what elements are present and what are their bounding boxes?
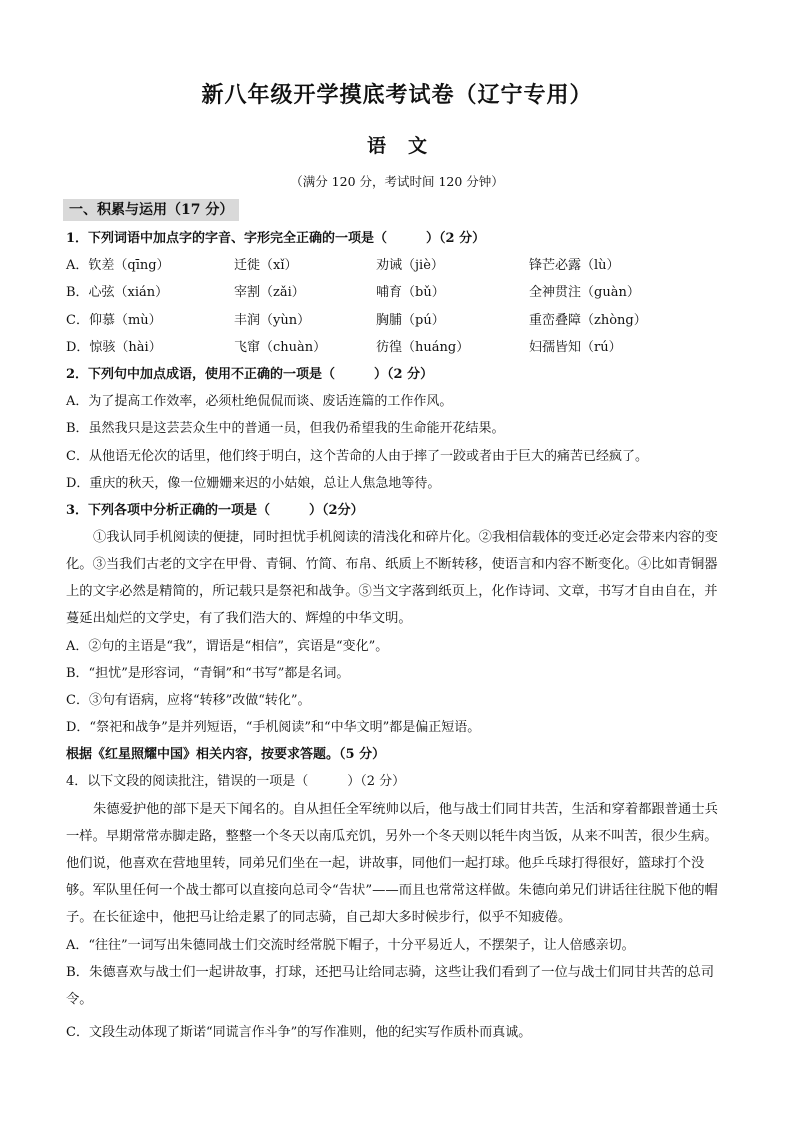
exam-note: （满分 120 分，考试时间 120 分钟） (290, 174, 504, 189)
group-intro: 根据《红星照耀中国》相关内容，按要求答题。（5 分） (66, 747, 386, 762)
q4-stem: 4．以下文段的阅读批注，错误的一项是（ ）（2 分） (66, 774, 406, 789)
option-item: 彷徨（huáng） (376, 340, 470, 355)
q3-option-d: D．“祭祀和战争”是并列短语，“手机阅读”和“中华文明”都是偏正短语。 (66, 720, 481, 735)
option-item: 胸脯（pú） (376, 313, 445, 328)
q2-stem: 2．下列句中加点成语，使用不正确的一项是（ ）（2 分） (66, 367, 434, 382)
q4-option-a: A．“往往”一词写出朱德同战士们交流时经常脱下帽子，十分平易近人，不摆架子，让人倍感亲切。 (66, 938, 635, 953)
option-item: A．钦差（qīng） (66, 258, 170, 273)
option-item: 迁徙（xǐ） (234, 258, 298, 273)
q3-option-a: A．②句的主语是“我”，谓语是“相信”，宾语是“变化”。 (66, 639, 389, 654)
option-item: 全神贯注（guàn） (529, 285, 640, 300)
option-item: C．仰慕（mù） (66, 313, 162, 328)
q2-option-b: B．虽然我只是这芸芸众生中的普通一员，但我仍希望我的生命能开花结果。 (66, 421, 505, 436)
option-item: 宰割（zǎi） (234, 285, 305, 300)
q3-option-b: B．“担忧”是形容词，“青铜”和“书写”都是名词。 (66, 666, 350, 681)
option-item: 妇孺皆知（rú） (529, 340, 622, 355)
option-item: 哺育（bǔ） (376, 285, 445, 300)
option-item: 飞窜（chuàn） (234, 340, 327, 355)
option-item: B．心弦（xián） (66, 285, 169, 300)
q4-option-c: C．文段生动体现了斯诺“同谎言作斗争”的写作准则，他的纪实写作质朴而真诚。 (66, 1025, 532, 1040)
option-item: 丰润（yùn） (234, 313, 311, 328)
q2-option-c: C．从他语无伦次的话里，他们终于明白，这个苦命的人由于摔了一跤或者由于巨大的痛苦已经疯了。 (66, 449, 648, 464)
q2-option-d: D．重庆的秋天，像一位姗姗来迟的小姑娘，总让人焦急地等待。 (66, 476, 441, 491)
subject-title: 语文 (366, 135, 449, 157)
q4-passage (66, 796, 728, 931)
option-item: 重峦叠障（zhòng） (529, 313, 647, 328)
q3-stem: 3．下列各项中分析正确的一项是（ ）（2分） (66, 503, 364, 518)
q2-option-a: A．为了提高工作效率，必须杜绝侃侃而谈、废话连篇的工作作风。 (66, 394, 453, 409)
option-item: 锋芒必露（lù） (529, 258, 620, 273)
q1-stem: 1．下列词语中加点字的字音、字形完全正确的一项是（ ）（2 分） (66, 231, 486, 246)
passage-text: ①我认同手机阅读的便捷，同时担忧手机阅读的清浅化和碎片化。②我相信载体的变迁必定会带来内容的变化。③当我们古老的文字在甲骨、青铜、竹简、布帛、纸质上不断转移，使语言和内容不断变化。④比如青铜器上的文字必然是精简的，所记载只是祭祀和战争。⑤当文字落到纸页上，化作诗词、文章，书写才自由自在，并蔓延出灿烂的文学史，有了我们浩大的、辉煌的中华文明。 (66, 530, 718, 626)
passage-text: 朱德爱护他的部下是天下闻名的。自从担任全军统帅以后，他与战士们同甘共苦，生活和穿着都跟普通士兵一样。早期常常赤脚走路，整整一个冬天以南瓜充饥，另外一个冬天则以牦牛肉当饭，从来不叫苦，很少生病。他们说，他喜欢在营地里转，同弟兄们坐在一起，讲故事，同他们一起打球。他乒乓球打得很好，篮球打个没够。军队里任何一个战士都可以直接向总司令“告状”——而且也常常这样做。朱德向弟兄们讲话往往脱下他的帽子。在长征途中，他把马让给走累了的同志骑，自己却大多时候步行，似乎不知疲倦。 (66, 802, 718, 925)
q4-option-b (66, 959, 728, 1013)
option-item: 劝诫（jiè） (376, 258, 444, 273)
q3-passage (66, 524, 728, 632)
exam-title: 新八年级开学摸底考试卷（辽宁专用） (201, 83, 593, 108)
option-item: D．惊骇（hài） (66, 340, 162, 355)
section-heading: 一、积累与运用（17 分） (63, 199, 239, 221)
q3-option-c: C．③句有语病，应将“转移”改做“转化”。 (66, 693, 311, 708)
option-text: B．朱德喜欢与战士们一起讲故事，打球，还把马让给同志骑，这些让我们看到了一位与战士们同甘共苦的总司令。 (66, 965, 715, 1007)
